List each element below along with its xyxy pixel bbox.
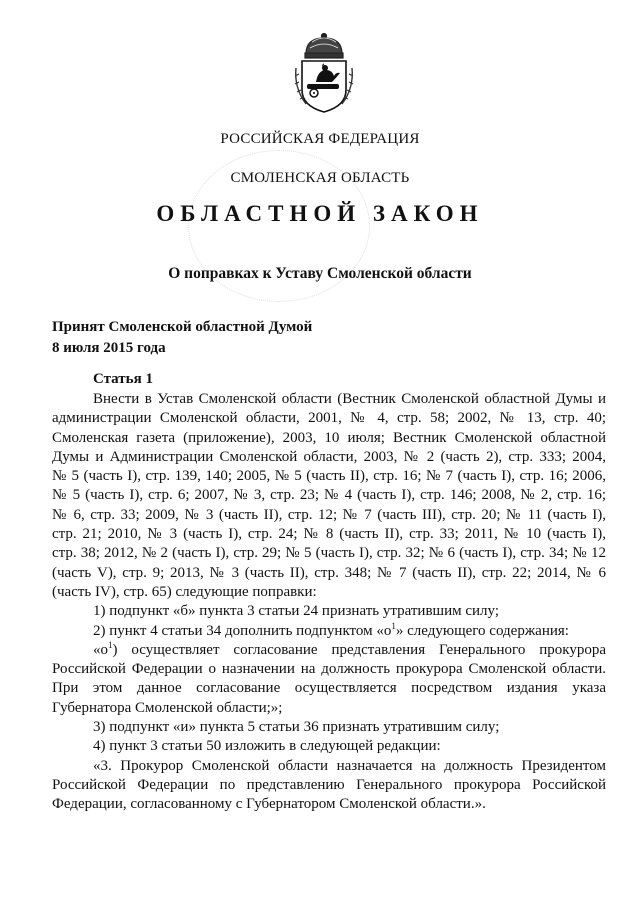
intro-line: (часть IV), стр. 65) следующие поправки:: [52, 583, 317, 600]
quote-p3-line: Федерации, согласованному с Губернатором Смоленской области.».: [52, 796, 486, 813]
quote-o1-line: При этом данное согласование осуществляется посредством издания указа: [52, 680, 606, 697]
item-2-text-end: » следующего содержания:: [395, 622, 569, 639]
item-2-superscript: 1: [391, 620, 396, 631]
quote-o1-open: «о: [93, 641, 108, 658]
item-2: [52, 622, 606, 641]
intro-line: № 5 (часть I), стр. 6; 2007, № 3, стр. 23; № 4 (часть I), стр. 146; 2008, № 2, стр. 16;: [52, 487, 606, 504]
adoption-body: Принят Смоленской областной Думой: [52, 319, 313, 335]
item-4: 4) пункт 3 статьи 50 изложить в следующей редакции:: [93, 738, 441, 755]
quote-o1-line: Губернатора Смоленской области;»;: [52, 699, 283, 716]
item-2-text: 2) пункт 4 статьи 34 дополнить подпунктом «о: [93, 622, 392, 639]
region-title: СМОЛЕНСКАЯ ОБЛАСТЬ: [230, 170, 410, 186]
quote-o1-text: ) осуществляет согласование представления Генерального прокурора: [112, 641, 606, 658]
intro-line: (часть V), стр. 9; 2013, № 3 (часть II), стр. 348; № 7 (часть II), стр. 22; 2014, № 6: [52, 564, 606, 581]
quote-p3-line: Российской Федерации по представлению Генерального прокурора Российской: [52, 776, 606, 793]
adoption-date: 8 июля 2015 года: [52, 340, 166, 356]
item-3: 3) подпункт «и» пункта 5 статьи 36 признать утратившим силу;: [93, 719, 500, 736]
intro-line: Смоленская газета (приложение), 2003, 10 июля; Вестник Смоленской областной: [52, 429, 606, 446]
quote-o1-line: [52, 641, 606, 660]
intro-line: Внести в Устав Смоленской области (Вестник Смоленской областной Думы и: [93, 391, 606, 407]
item-1: 1) подпункт «б» пункта 3 статьи 24 признать утратившим силу;: [93, 603, 499, 620]
adoption-block: [52, 317, 312, 359]
intro-line: стр. 38; 2012, № 2 (часть I), стр. 29; № 5 (часть I), стр. 32; № 6 (часть I), стр. 34; № 12: [52, 545, 606, 562]
intro-line: № 5 (часть I), стр. 139, 140; 2005, № 5 (часть II), стр. 16; № 7 (часть I), стр. 16; 2006,: [52, 468, 606, 485]
quote-o1-superscript: 1: [108, 639, 113, 650]
intro-line: администрации Смоленской области, 2001, № 4, стр. 58; 2002, № 13, стр. 40;: [52, 410, 606, 427]
article-body: [52, 390, 606, 815]
smolensk-coat-of-arms-icon: [292, 32, 356, 114]
law-type-title: ОБЛАСТНОЙ ЗАКОН: [156, 201, 484, 226]
country-title: РОССИЙСКАЯ ФЕДЕРАЦИЯ: [220, 131, 420, 147]
intro-line: стр. 21; 2010, № 3 (часть I), стр. 24; № 8 (часть II), стр. 33; 2011, № 10 (часть I),: [52, 526, 606, 543]
intro-line: № 6, стр. 33; 2009, № 3 (часть II), стр. 12; № 7 (часть III), стр. 20; № 11 (часть I),: [52, 506, 606, 523]
law-subject: О поправках к Уставу Смоленской области: [168, 265, 472, 282]
intro-line: Думы и Администрации Смоленской области, 2003, № 2 (часть 2), стр. 333; 2004,: [52, 448, 606, 465]
quote-o1-line: Российской Федерации о назначении на должность прокурора Смоленской области.: [52, 661, 606, 678]
quote-p3-line: «3. Прокурор Смоленской области назначается на должность Президентом: [93, 757, 606, 774]
article-heading: Статья 1: [93, 371, 153, 387]
